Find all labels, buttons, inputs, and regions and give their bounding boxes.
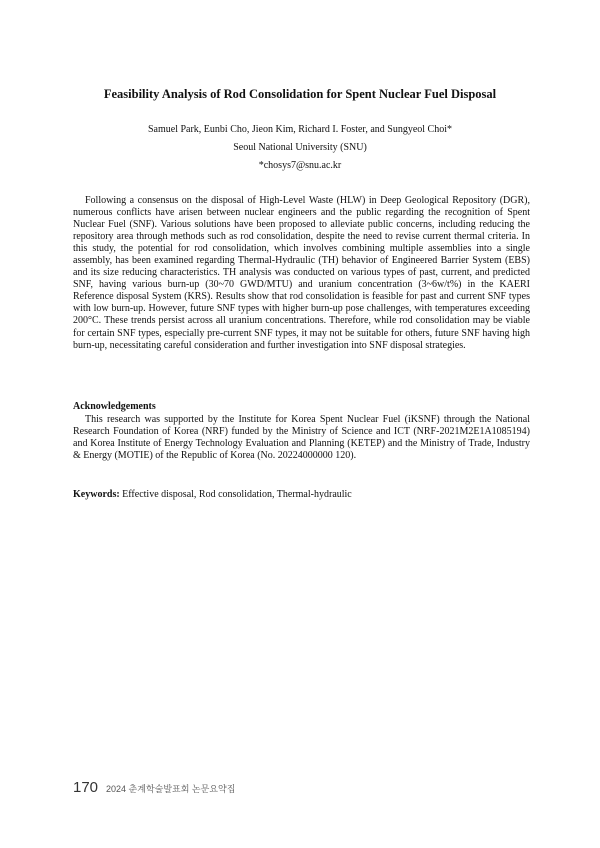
page-number: 170 [73,779,99,796]
abstract-paragraph: Following a consensus on the disposal of High-Level Waste (HLW) in Deep Geological Repository (DGR), numerous conflicts have arisen between nuclear engineers and the public regarding the recognition of Spent Nuclear Fuel (SNF). Various solutions have been proposed to alleviate public concerns, including reducing the repository area through methods such as rod consolidation, despite the need to revise current thermal criteria. In this study, the potential for rod consolidation, which involves combining multiple assemblies into a single assembly, has been examined regarding Thermal-Hydraulic (TH) behavior of Engineered Barrier System (EBS) and its size reducing characteristics. TH analysis was conducted on various types of past, current, and predicted SNF, having various burn-up (30~70 GWD/MTU) and uranium concentration (3~6w/t%) in the KAERI Reference disposal System (KRS). Results show that rod consolidation is feasible for past and current SNF types with low burn-up. However, future SNF types with higher burn-up pose challenges, with temperatures exceeding 200°C. These trends persist across all uranium concentrations. Therefore, while rod consolidation may be viable for certain SNF types, especially pre-current SNF types, it may not be suitable for others, future SNF having high burn-up, necessitating careful consideration and further investigation into SNF disposal strategies. [73,195,530,351]
paper-title: Feasibility Analysis of Rod Consolidation for Spent Nuclear Fuel Disposal [103,87,497,101]
acknowledgements-body: This research was supported by the Institute for Korea Spent Nuclear Fuel (iKSNF) through the National Research Foundation of Korea (NRF) funded by the Ministry of Science and ICT (NRF-2021M2E1A1085194) and Korea Institute of Energy Technology Evaluation and Planning (KETEP) and the Ministry of Trade, Industry & Energy (MOTIE) of the Republic of Korea (No. 20224000000 120). [73,414,530,462]
page-footer [73,779,235,799]
acknowledgements-heading: Acknowledgements [73,401,156,412]
paper-affiliation: Seoul National University (SNU) [233,142,367,153]
footer-text: 2024 춘계학술발표회 논문요약집 [106,784,236,794]
keywords-text: Effective disposal, Rod consolidation, Thermal-hydraulic [122,489,352,500]
paper-authors: Samuel Park, Eunbi Cho, Jieon Kim, Richard I. Foster, and Sungyeol Choi* [147,124,453,135]
keywords-line [73,489,530,501]
paper-email: *chosys7@snu.ac.kr [258,160,342,171]
keywords-label: Keywords: [73,489,120,500]
